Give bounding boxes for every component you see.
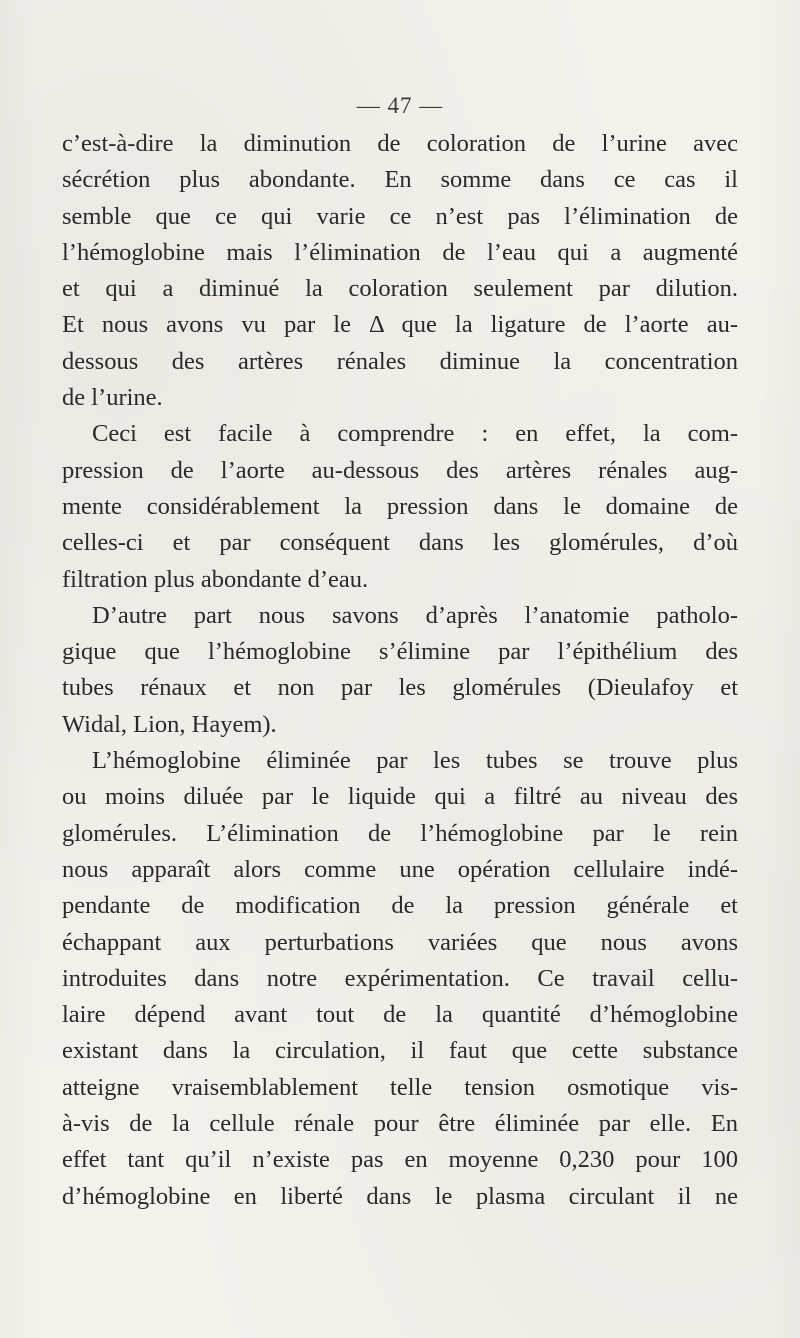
text-line: à-vis de la cellule rénale pour être éliminée par elle. En	[62, 1110, 738, 1138]
text-line: et qui a diminué la coloration seulement par dilution.	[62, 275, 738, 303]
text-line: atteigne vraisemblablement telle tension osmotique vis-	[62, 1073, 738, 1101]
text-line: Ceci est facile à comprendre : en effet, la com-	[92, 420, 738, 448]
text-line: c’est-à-dire la diminution de coloration de l’urine avec	[62, 130, 738, 157]
text-line: filtration plus abondante d’eau.	[62, 565, 369, 593]
text-line: semble que ce qui varie ce n’est pas l’élimination de	[62, 202, 738, 230]
text-line: laire dépend avant tout de la quantité d’hémoglobine	[62, 1001, 738, 1029]
text-line: l’hémoglobine mais l’élimination de l’eau qui a augmenté	[62, 238, 738, 266]
text-line: Et nous avons vu par le Δ que la ligature de l’aorte au-	[62, 311, 738, 339]
text-line: d’hémoglobine en liberté dans le plasma circulant il ne	[62, 1182, 738, 1210]
text-line: nous apparaît alors comme une opération cellulaire indé-	[62, 855, 738, 883]
text-line: glomérules. L’élimination de l’hémoglobine par le rein	[62, 819, 738, 847]
text-line: gique que l’hémoglobine s’élimine par l’épithélium des	[62, 638, 738, 666]
page-number: — 47 —	[356, 93, 444, 118]
text-line: D’autre part nous savons d’après l’anatomie patholo-	[92, 601, 738, 629]
text-line: celles-ci et par conséquent dans les glomérules, d’où	[62, 529, 738, 557]
text-line: de l’urine.	[62, 384, 163, 412]
text-line: Widal, Lion, Hayem).	[62, 710, 277, 738]
text-line: existant dans la circulation, il faut que cette substance	[62, 1037, 738, 1065]
text-line: ou moins diluée par le liquide qui a filtré au niveau des	[62, 783, 738, 811]
text-line: tubes rénaux et non par les glomérules (Dieulafoy et	[62, 674, 738, 702]
body-text	[62, 126, 738, 1215]
text-line: sécrétion plus abondante. En somme dans ce cas il	[62, 166, 738, 194]
text-line: pendante de modification de la pression générale et	[62, 892, 738, 920]
text-line: mente considérablement la pression dans le domaine de	[62, 492, 738, 520]
text-line: introduites dans notre expérimentation. Ce travail cellu-	[62, 964, 738, 992]
text-line: échappant aux perturbations variées que nous avons	[62, 928, 738, 956]
text-line: L’hémoglobine éliminée par les tubes se trouve plus	[92, 747, 738, 775]
text-line: dessous des artères rénales diminue la concentration	[62, 347, 738, 375]
text-line: pression de l’aorte au-dessous des artères rénales aug-	[62, 456, 738, 484]
text-line: effet tant qu’il n’existe pas en moyenne 0,230 pour 100	[62, 1146, 738, 1174]
